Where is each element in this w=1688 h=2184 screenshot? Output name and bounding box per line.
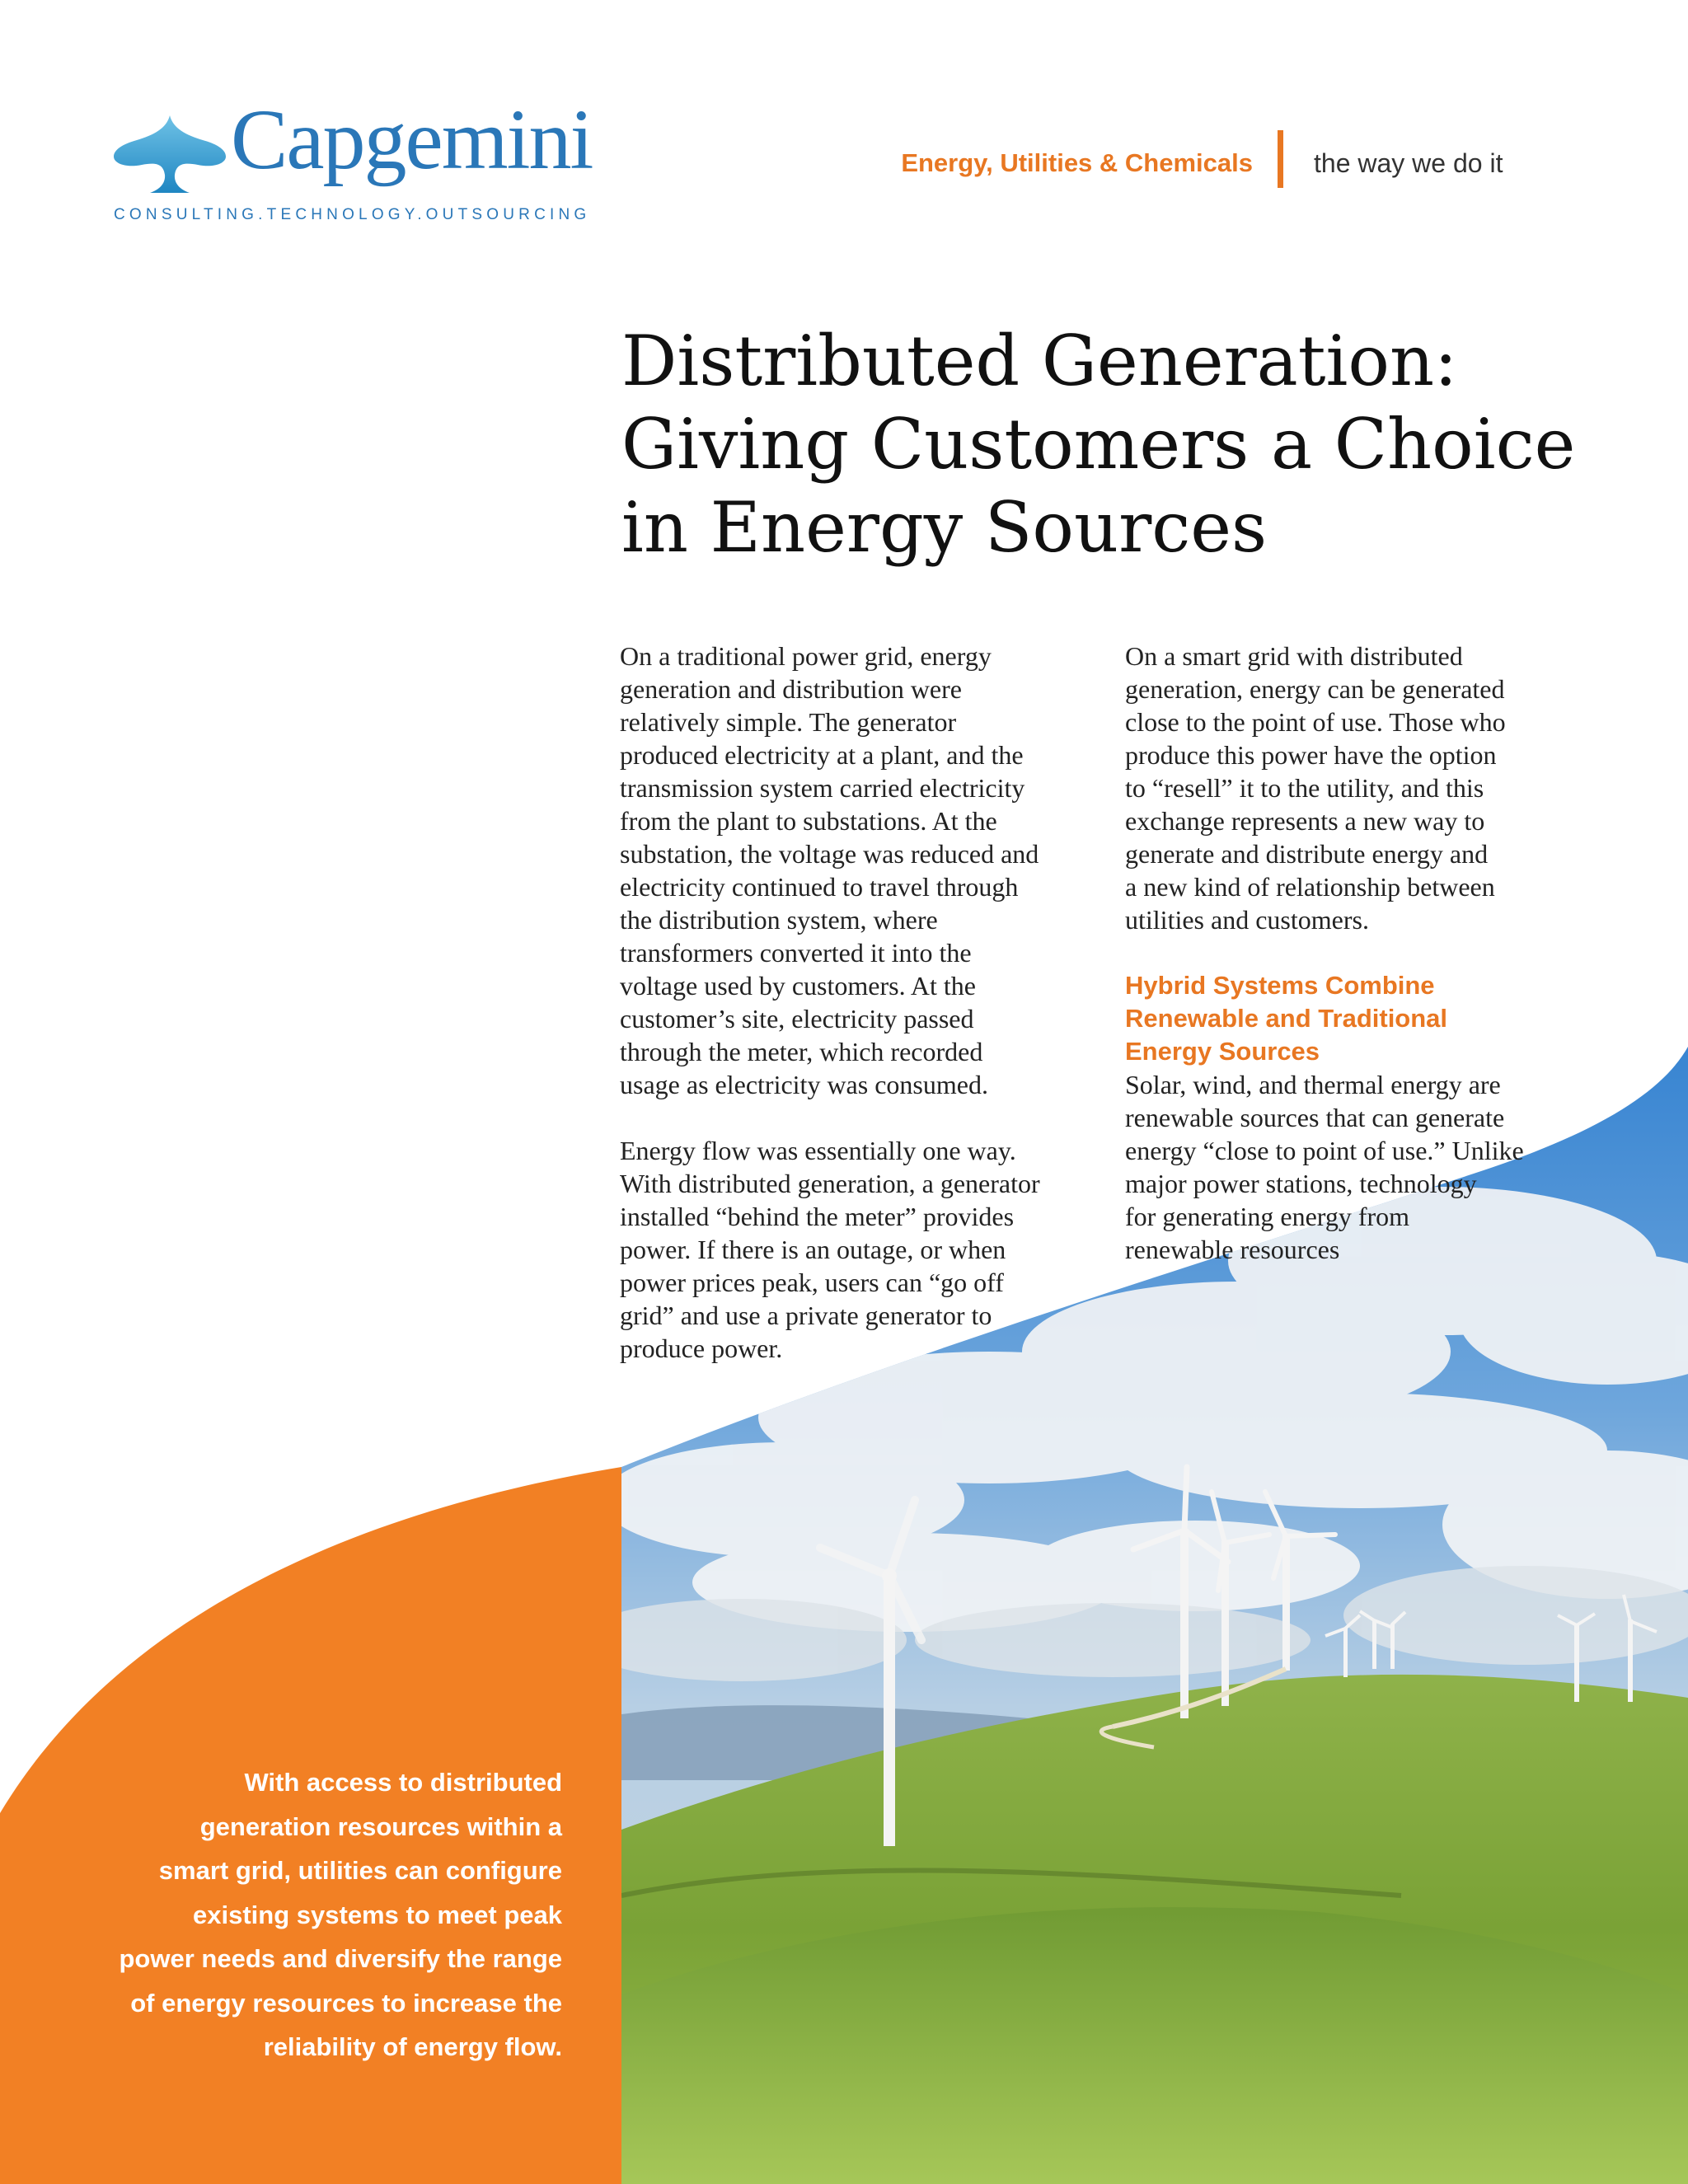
text-line: a new kind of relationship between — [1125, 872, 1495, 902]
section-subheading — [1125, 969, 1587, 1068]
title-line: Giving Customers a Choice — [621, 404, 1576, 485]
subheading-line: Energy Sources — [1125, 1037, 1320, 1066]
right-column — [1125, 640, 1587, 1299]
text-line: energy “close to point of use.” Unlike — [1125, 1136, 1524, 1165]
left-paragraph-2 — [620, 1134, 1081, 1365]
text-line: With distributed generation, a generator — [620, 1169, 1040, 1198]
callout-line: reliability of energy flow. — [263, 2032, 562, 2061]
callout-line: power needs and diversify the range — [119, 1944, 562, 1973]
text-line: transmission system carried electricity — [620, 773, 1025, 803]
text-line: grid” and use a private generator to — [620, 1301, 992, 1330]
text-line: produce power. — [620, 1333, 783, 1363]
text-line: from the plant to substations. At the — [620, 806, 997, 836]
title-line: in Energy Sources — [621, 487, 1268, 568]
text-line: through the meter, which recorded — [620, 1037, 983, 1066]
text-line: for generating energy from — [1125, 1202, 1410, 1231]
text-line: exchange represents a new way to — [1125, 806, 1485, 836]
text-line: customer’s site, electricity passed — [620, 1004, 974, 1033]
text-line: produce this power have the option — [1125, 740, 1497, 770]
page-title — [621, 320, 1652, 569]
company-logo-text: Capgemini — [231, 92, 593, 187]
text-line: On a smart grid with distributed — [1125, 641, 1463, 671]
text-line: power. If there is an outage, or when — [620, 1235, 1006, 1264]
text-line: usage as electricity was consumed. — [620, 1070, 988, 1099]
capgemini-spade-icon — [112, 112, 227, 194]
callout-line: existing systems to meet peak — [193, 1900, 562, 1929]
text-line: electricity continued to travel through — [620, 872, 1019, 902]
text-line: Energy flow was essentially one way. — [620, 1136, 1016, 1165]
text-line: transformers converted it into the — [620, 938, 972, 968]
callout-line: smart grid, utilities can configure — [158, 1856, 562, 1885]
text-line: installed “behind the meter” provides — [620, 1202, 1015, 1231]
text-line: voltage used by customers. At the — [620, 971, 976, 1001]
text-line: On a traditional power grid, energy — [620, 641, 992, 671]
text-line: close to the point of use. Those who — [1125, 707, 1506, 737]
subheading-line: Renewable and Traditional — [1125, 1004, 1448, 1033]
text-line: Solar, wind, and thermal energy are — [1125, 1070, 1501, 1099]
text-line: major power stations, technology — [1125, 1169, 1477, 1198]
callout-line: With access to distributed — [244, 1768, 562, 1797]
callout-quote — [74, 1760, 562, 2069]
text-line: substation, the voltage was reduced and — [620, 839, 1039, 869]
right-paragraph-2 — [1125, 1068, 1587, 1266]
header-divider — [1278, 130, 1283, 188]
callout-line: generation resources within a — [199, 1811, 562, 1841]
left-column — [620, 640, 1081, 1398]
text-line: renewable sources that can generate — [1125, 1103, 1505, 1132]
title-line: Distributed Generation: — [621, 321, 1458, 401]
text-line: generation, energy can be generated — [1125, 674, 1505, 704]
right-paragraph-1 — [1125, 640, 1587, 936]
text-line: utilities and customers. — [1125, 905, 1369, 935]
company-tagline: CONSULTING.TECHNOLOGY.OUTSOURCING — [114, 206, 591, 223]
left-paragraph-1 — [620, 640, 1081, 1101]
text-line: produced electricity at a plant, and the — [620, 740, 1024, 770]
text-line: power prices peak, users can “go off — [620, 1268, 1004, 1297]
callout-line: of energy resources to increase the — [130, 1988, 562, 2018]
text-line: to “resell” it to the utility, and this — [1125, 773, 1484, 803]
text-line: generate and distribute energy and — [1125, 839, 1489, 869]
text-line: relatively simple. The generator — [620, 707, 957, 737]
sector-label: Energy, Utilities & Chemicals — [901, 148, 1253, 177]
text-line: renewable resources — [1125, 1235, 1340, 1264]
subheading-line: Hybrid Systems Combine — [1125, 971, 1435, 1000]
text-line: generation and distribution were — [620, 674, 962, 704]
header-motto: the way we do it — [1314, 148, 1503, 178]
text-line: the distribution system, where — [620, 905, 938, 935]
